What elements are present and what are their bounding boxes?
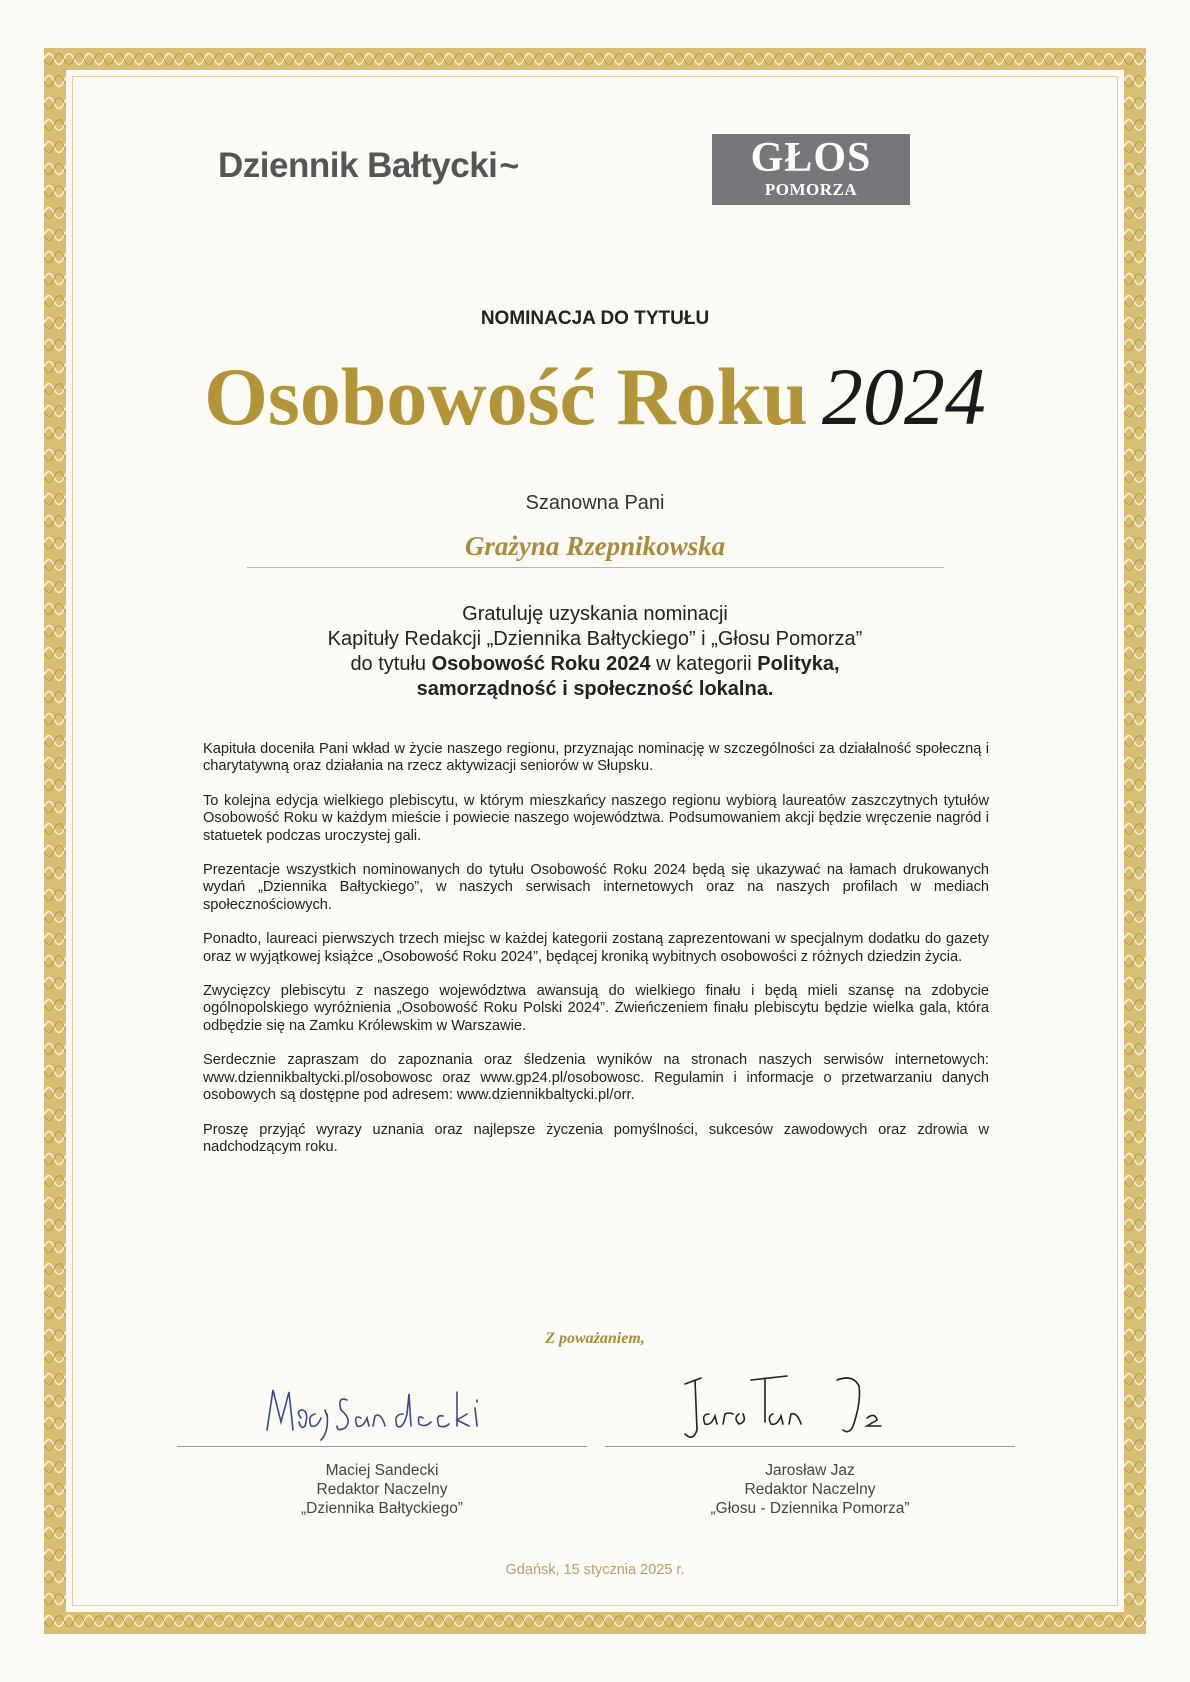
award-title-year: 2024 — [821, 351, 986, 442]
greeting: Szanowna Pani — [525, 492, 665, 514]
signature-line-right — [605, 1446, 1015, 1447]
congrats-line3-d: Polityka, — [757, 653, 840, 675]
congrats-line4 — [0, 677, 1190, 702]
congrats-line3-c: w kategorii — [650, 653, 758, 675]
wave-icon: ~ — [499, 146, 519, 185]
letter-body — [203, 741, 989, 1173]
glos-pomorza-logo — [712, 134, 910, 205]
signatory-org: „Głosu - Dziennika Pomorza” — [710, 1500, 910, 1517]
nomination-heading: NOMINACJA DO TYTUŁU — [480, 308, 710, 329]
divider — [247, 567, 944, 568]
signatory-role: Redaktor Naczelny — [744, 1481, 876, 1498]
signatory-name: Maciej Sandecki — [325, 1462, 439, 1479]
congrats-line3-a: do tytułu — [350, 653, 432, 675]
paragraph: Zwycięzcy plebiscytu z naszego województwa awansują do wielkiego finału i będą mieli szansę na zdobycie ogólnopolskiego wyróżnienia „Osobowość Roku Polski 2024”. Zwieńczeniem finału plebiscytu będzie wielka gala, która odbędzie się na Zamku Królewskim w Warszawie. — [203, 983, 989, 1034]
congrats-line2: Kapituły Redakcji „Dziennika Bałtyckiego” i „Głosu Pomorza” — [327, 628, 863, 650]
award-title-main: Osobowość Roku — [204, 351, 808, 442]
paragraph: To kolejna edycja wielkiego plebiscytu, w którym mieszkańcy naszego regionu wybiorą laureatów zaszczytnych tytułów Osobowość Roku w każdym mieście i powiecie naszego województwa. Podsumowaniem akcji będzie wręczenie nagród i statuetek podczas uroczystej gali. — [203, 792, 989, 844]
signature-block-left — [177, 1370, 587, 1518]
congratulations-block — [0, 602, 1190, 702]
paragraph: Ponadto, laureaci pierwszych trzech miejsc w każdej kategorii zostaną zaprezentowani w specjalnym dodatku do gazety oraz w wyjątkowej książce „Osobowość Roku 2024”, będącej kroniką wybitnych osobowości z różnych dziedzin życia. — [203, 931, 989, 965]
recipient-name: Grażyna Rzepnikowska — [464, 531, 726, 561]
paragraph: Proszę przyjąć wyrazy uznania oraz najlepsze życzenia pomyślności, sukcesów zawodowych oraz zdrowia w nadchodzącym roku. — [203, 1121, 989, 1155]
signature-line-left — [177, 1446, 587, 1447]
logo-left-text: Dziennik Bałtycki — [218, 146, 498, 185]
paragraph: Prezentacje wszystkich nominowanych do tytułu Osobowość Roku 2024 będą się ukazywać na łamach drukowanych wydań „Dziennika Bałtyckiego”, w naszych serwisach internetowych oraz na naszych profilach w mediach społecznościowych. — [203, 862, 989, 913]
closing-phrase: Z poważaniem, — [545, 1330, 645, 1347]
signature-block-right — [605, 1370, 1015, 1518]
congrats-line3-b: Osobowość Roku 2024 — [431, 653, 651, 675]
signatory-name: Jarosław Jaz — [765, 1462, 855, 1479]
logo-right-line2: POMORZA — [764, 180, 858, 199]
signatory-org: „Dziennika Bałtyckiego” — [301, 1500, 463, 1517]
place-date: Gdańsk, 15 stycznia 2025 r. — [505, 1562, 685, 1578]
congrats-line1: Gratuluję uzyskania nominacji — [462, 603, 728, 625]
paragraph: Kapituła doceniła Pani wkład w życie naszego regionu, przyznając nominację w szczególności za działalność społeczną i charytatywną oraz działania na rzecz aktywizacji seniorów w Słupsku. — [203, 741, 989, 775]
award-title — [0, 352, 1190, 442]
dziennik-baltycki-logo — [218, 146, 519, 186]
congrats-line4-text: samorządność i społeczność lokalna. — [416, 678, 774, 700]
signature-image-right — [605, 1370, 1015, 1446]
paragraph: Serdecznie zapraszam do zapoznania oraz śledzenia wyników na stronach naszych serwisów internetowych: www.dziennikbaltycki.pl/osobowosc oraz www.gp24.pl/osobowosc. Regulamin i informacje o przetwarzaniu danych osobowych są dostępne pod adresem: www.dziennikbaltycki.pl/orr. — [203, 1052, 989, 1104]
congrats-line3 — [0, 652, 1190, 677]
logo-right-line1: GŁOS — [750, 135, 872, 181]
signature-image-left — [177, 1370, 587, 1446]
signatory-role: Redaktor Naczelny — [316, 1481, 448, 1498]
